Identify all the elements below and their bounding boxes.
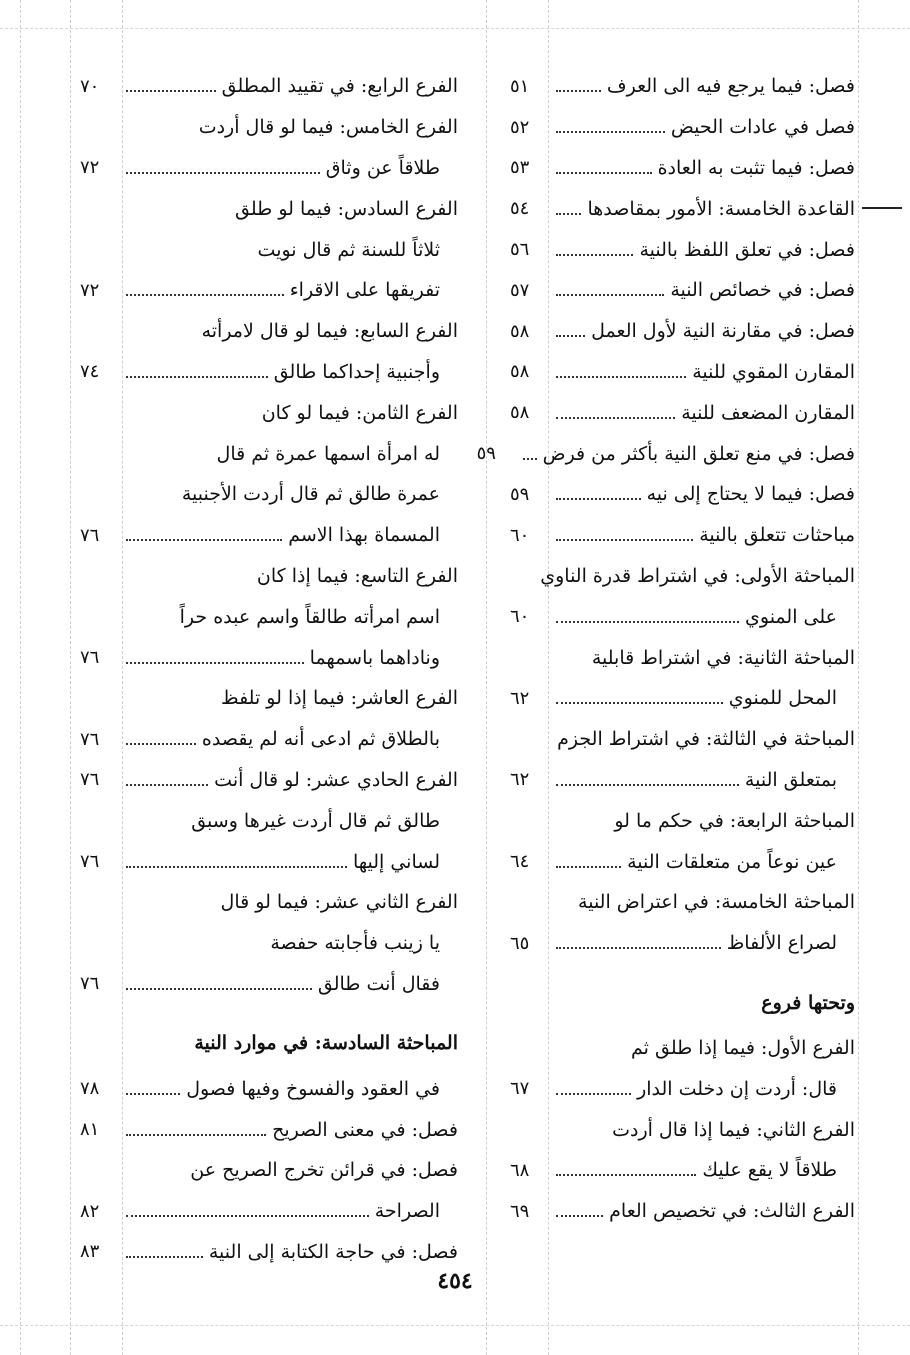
- index-entry: [80, 229, 458, 270]
- index-entry: [80, 556, 458, 597]
- index-entry: [80, 433, 458, 474]
- index-entry: [80, 352, 458, 393]
- entry-title: المباحثة الخامسة: في اعتراض النية: [578, 891, 855, 914]
- dot-leader: [556, 1174, 696, 1176]
- dot-leader: [126, 988, 312, 990]
- dot-leader: [556, 621, 739, 623]
- entry-title: الفرع السابع: فيما لو قال لامرأته: [201, 320, 458, 343]
- entry-title: الفرع الثاني عشر: فيما لو قال: [220, 891, 458, 914]
- dot-leader: [126, 1256, 203, 1258]
- entry-page-number: ٧٦: [80, 728, 100, 750]
- entry-page-number: ٥٢: [510, 116, 530, 138]
- entry-page-number: ٧٦: [80, 524, 100, 546]
- index-entry: [510, 637, 855, 678]
- entry-title: فصل: فيما لا يحتاج إلى نيه: [646, 483, 855, 506]
- scan-guide-line: [0, 1325, 910, 1326]
- index-entry: [510, 841, 855, 882]
- dot-leader: [126, 743, 196, 745]
- dot-leader: [556, 498, 641, 500]
- dot-leader: [556, 254, 633, 256]
- dot-leader: [523, 458, 537, 460]
- scan-guide-line: [20, 0, 21, 1355]
- index-entry: [80, 188, 458, 229]
- index-entry: [510, 188, 855, 229]
- entry-title: فصل: في حاجة الكتابة إلى النية: [208, 1240, 458, 1263]
- entry-page-number: ٦٠: [510, 606, 530, 628]
- entry-page-number: ٧٦: [80, 973, 100, 995]
- entry-page-number: ٥٣: [510, 157, 530, 179]
- entry-title: طلاقاً لا يقع عليك: [702, 1159, 837, 1182]
- entry-title: عمرة طالق ثم قال أردت الأجنبية: [181, 483, 440, 506]
- entry-title: فصل: في منع تعلق النية بأكثر من فرض: [542, 442, 855, 465]
- entry-page-number: ٧٦: [80, 851, 100, 873]
- entry-title: له امرأة اسمها عمرة ثم قال: [216, 442, 440, 465]
- entry-title: ثلاثاً للسنة ثم قال نويت: [257, 238, 440, 261]
- index-entry: [80, 841, 458, 882]
- entry-title: الصراحة: [374, 1200, 440, 1223]
- entry-title: المباحثة الأولى: في اشتراط قدرة الناوي: [540, 564, 855, 587]
- dot-leader: [126, 866, 347, 868]
- index-entry: [80, 923, 458, 964]
- index-entry: [510, 474, 855, 515]
- index-entry: [510, 270, 855, 311]
- index-entry: [80, 800, 458, 841]
- dot-leader: [556, 1093, 631, 1095]
- entry-title: فصل: فيما يرجع فيه الى العرف: [606, 75, 855, 98]
- dot-leader: [556, 294, 664, 296]
- index-entry: [510, 229, 855, 270]
- index-entry: [80, 1068, 458, 1109]
- dot-leader: [556, 866, 621, 868]
- index-entry: [80, 678, 458, 719]
- entry-title: فقال أنت طالق: [317, 972, 440, 995]
- margin-marker-line: [862, 207, 902, 209]
- dot-leader: [556, 417, 675, 419]
- entry-page-number: ٥٤: [510, 198, 530, 220]
- entry-title: الفرع السادس: فيما لو طلق: [235, 197, 458, 220]
- dot-leader: [126, 1093, 180, 1095]
- page-number: ٤٥٤: [437, 1268, 473, 1294]
- index-entry: [510, 556, 855, 597]
- index-entry: [80, 270, 458, 311]
- index-entry: [510, 800, 855, 841]
- dot-leader: [556, 784, 739, 786]
- entry-page-number: ٥٨: [510, 402, 530, 424]
- entry-page-number: ٦٧: [510, 1078, 530, 1100]
- dot-leader: [126, 172, 320, 174]
- entry-page-number: ٦٥: [510, 932, 530, 954]
- entry-title: وناداهما باسمهما: [309, 646, 440, 669]
- index-entry: [80, 1109, 458, 1150]
- entry-page-number: ٦٩: [510, 1200, 530, 1222]
- index-entry: [80, 760, 458, 801]
- entry-title: قال: أردت إن دخلت الدار: [637, 1077, 837, 1100]
- entry-title: فصل: في معنى الصريح: [272, 1118, 458, 1141]
- entry-page-number: ٦٤: [510, 851, 530, 873]
- entry-page-number: ٥٦: [510, 239, 530, 261]
- dot-leader: [126, 376, 268, 378]
- entry-page-number: ٧٦: [80, 647, 100, 669]
- index-entry: [510, 882, 855, 923]
- index-entry: [80, 964, 458, 1005]
- index-entry: [80, 596, 458, 637]
- entry-page-number: ٥٧: [510, 279, 530, 301]
- entry-title: فصل: في مقارنة النية لأول العمل: [591, 320, 855, 343]
- index-entry: [80, 637, 458, 678]
- index-entry: [80, 1150, 458, 1191]
- entry-title: فصل: في تعلق اللفظ بالنية: [639, 238, 855, 261]
- entry-title: المباحثة في الثالثة: في اشتراط الجزم: [557, 728, 855, 751]
- scan-guide-line: [70, 0, 71, 1355]
- dot-leader: [126, 294, 284, 296]
- entry-title: الفرع الخامس: فيما لو قال أردت: [198, 116, 458, 139]
- index-entry: [80, 311, 458, 352]
- entry-page-number: ٥٩: [510, 483, 530, 505]
- entry-page-number: ٦٢: [510, 769, 530, 791]
- dot-leader: [556, 335, 585, 337]
- entry-page-number: ٦٠: [510, 524, 530, 546]
- index-entry: [80, 882, 458, 923]
- entry-page-number: ٨٣: [80, 1241, 100, 1263]
- index-entry: [510, 596, 855, 637]
- entry-title: المباحثة الرابعة: في حكم ما لو: [614, 809, 855, 832]
- entry-title: عين نوعاً من متعلقات النية: [627, 850, 837, 873]
- entry-title: بمتعلق النية: [744, 768, 837, 791]
- entry-title: تفريقها على الاقراء: [289, 279, 440, 302]
- entry-title: لصراع الألفاظ: [726, 932, 837, 955]
- index-entry: [80, 66, 458, 107]
- entry-title: الفرع الأول: فيما إذا طلق ثم: [631, 1036, 855, 1059]
- index-entry: [80, 719, 458, 760]
- index-entry: [80, 107, 458, 148]
- index-column-left: [80, 66, 458, 1272]
- dot-leader: [556, 702, 723, 704]
- index-entry: [510, 719, 855, 760]
- index-entry: [510, 107, 855, 148]
- entry-title: مباحثات تتعلق بالنية: [699, 524, 855, 547]
- entry-title: طالق ثم قال أردت غيرها وسبق: [191, 809, 440, 832]
- entry-title: المقارن المقوي للنية: [692, 360, 855, 383]
- entry-title: الفرع العاشر: فيما إذا لو تلفظ: [221, 687, 458, 710]
- dot-leader: [556, 172, 652, 174]
- index-column-right: [476, 66, 855, 1232]
- entry-title: المسماة بهذا الاسم: [288, 524, 440, 547]
- entry-title: فصل في عادات الحيض: [670, 116, 855, 139]
- entry-title: اسم امرأته طالقاً واسم عبده حراً: [179, 605, 440, 628]
- entry-title: الفرع الثاني: فيما إذا قال أردت: [612, 1118, 855, 1141]
- entry-title: المباحثة الثانية: في اشتراط قابلية: [591, 646, 855, 669]
- index-entry: [80, 392, 458, 433]
- entry-page-number: ٧٦: [80, 769, 100, 791]
- index-entry: [510, 66, 855, 107]
- entry-page-number: ٦٨: [510, 1159, 530, 1181]
- entry-title: المقارن المضعف للنية: [681, 401, 855, 424]
- index-entry: [510, 964, 855, 1028]
- entry-title: المباحثة السادسة: في موارد النية: [194, 1032, 458, 1055]
- entry-title: القاعدة الخامسة: الأمور بمقاصدها: [587, 197, 855, 220]
- index-entry: [510, 311, 855, 352]
- index-entry: [510, 678, 855, 719]
- entry-title: فصل: فيما تثبت به العادة: [657, 156, 855, 179]
- entry-title: لساني إليها: [352, 850, 440, 873]
- index-entry: [80, 515, 458, 556]
- dot-leader: [126, 662, 304, 664]
- dot-leader: [126, 539, 282, 541]
- dot-leader: [556, 131, 665, 133]
- entry-page-number: ٧٤: [80, 361, 100, 383]
- index-entry: [510, 515, 855, 556]
- index-entry: [80, 1232, 458, 1273]
- entry-page-number: ٨٢: [80, 1200, 100, 1222]
- entry-title: الفرع الحادي عشر: لو قال أنت: [214, 768, 458, 791]
- entry-title: في العقود والفسوخ وفيها فصول: [186, 1077, 440, 1100]
- entry-page-number: ٧٠: [80, 75, 100, 97]
- dot-leader: [556, 213, 581, 215]
- entry-title: على المنوي: [745, 605, 837, 628]
- entry-title: المحل للمنوي: [728, 687, 837, 710]
- index-entry: [510, 1028, 855, 1069]
- entry-page-number: ٧٢: [80, 157, 100, 179]
- dot-leader: [556, 1215, 603, 1217]
- scan-guide-line: [486, 0, 487, 1355]
- dot-leader: [556, 376, 686, 378]
- dot-leader: [556, 90, 601, 92]
- scan-guide-line: [858, 0, 859, 1355]
- scan-guide-line: [0, 28, 910, 29]
- entry-title: يا زينب فأجابته حفصة: [270, 932, 440, 955]
- index-entry: [510, 1150, 855, 1191]
- entry-page-number: ٥٩: [476, 443, 496, 465]
- entry-page-number: ٥١: [510, 75, 530, 97]
- entry-title: فصل: في قرائن تخرج الصريح عن: [190, 1159, 458, 1182]
- entry-title: بالطلاق ثم ادعى أنه لم يقصده: [201, 728, 440, 751]
- entry-page-number: ٥٨: [510, 361, 530, 383]
- index-entry: [510, 760, 855, 801]
- index-entry: [510, 1109, 855, 1150]
- entry-page-number: ٦٢: [510, 687, 530, 709]
- entry-page-number: ٨١: [80, 1119, 100, 1141]
- index-entry: [510, 352, 855, 393]
- entry-title: وأجنبية إحداكما طالق: [273, 360, 440, 383]
- entry-page-number: ٧٨: [80, 1078, 100, 1100]
- entry-title: فصل: في خصائص النية: [670, 279, 855, 302]
- dot-leader: [126, 1215, 369, 1217]
- dot-leader: [126, 784, 208, 786]
- index-entry: [510, 1068, 855, 1109]
- index-entry: [476, 433, 855, 474]
- dot-leader: [556, 947, 721, 949]
- entry-title: الفرع الثامن: فيما لو كان: [261, 401, 458, 424]
- index-entry: [510, 923, 855, 964]
- index-entry: [510, 148, 855, 189]
- index-entry: [510, 392, 855, 433]
- entry-title: الفرع التاسع: فيما إذا كان: [256, 564, 458, 587]
- index-entry: [80, 1004, 458, 1068]
- index-entry: [510, 1191, 855, 1232]
- entry-page-number: ٥٨: [510, 320, 530, 342]
- entry-title: الفرع الرابع: في تقييد المطلق: [221, 75, 458, 98]
- entry-title: الفرع الثالث: في تخصيص العام: [609, 1200, 855, 1223]
- entry-page-number: ٧٢: [80, 279, 100, 301]
- index-entry: [80, 148, 458, 189]
- index-entry: [80, 1191, 458, 1232]
- dot-leader: [556, 539, 693, 541]
- index-entry: [80, 474, 458, 515]
- entry-title: طلاقاً عن وثاق: [325, 156, 440, 179]
- dot-leader: [126, 90, 216, 92]
- dot-leader: [126, 1134, 266, 1136]
- entry-title: وتحتها فروع: [761, 991, 855, 1014]
